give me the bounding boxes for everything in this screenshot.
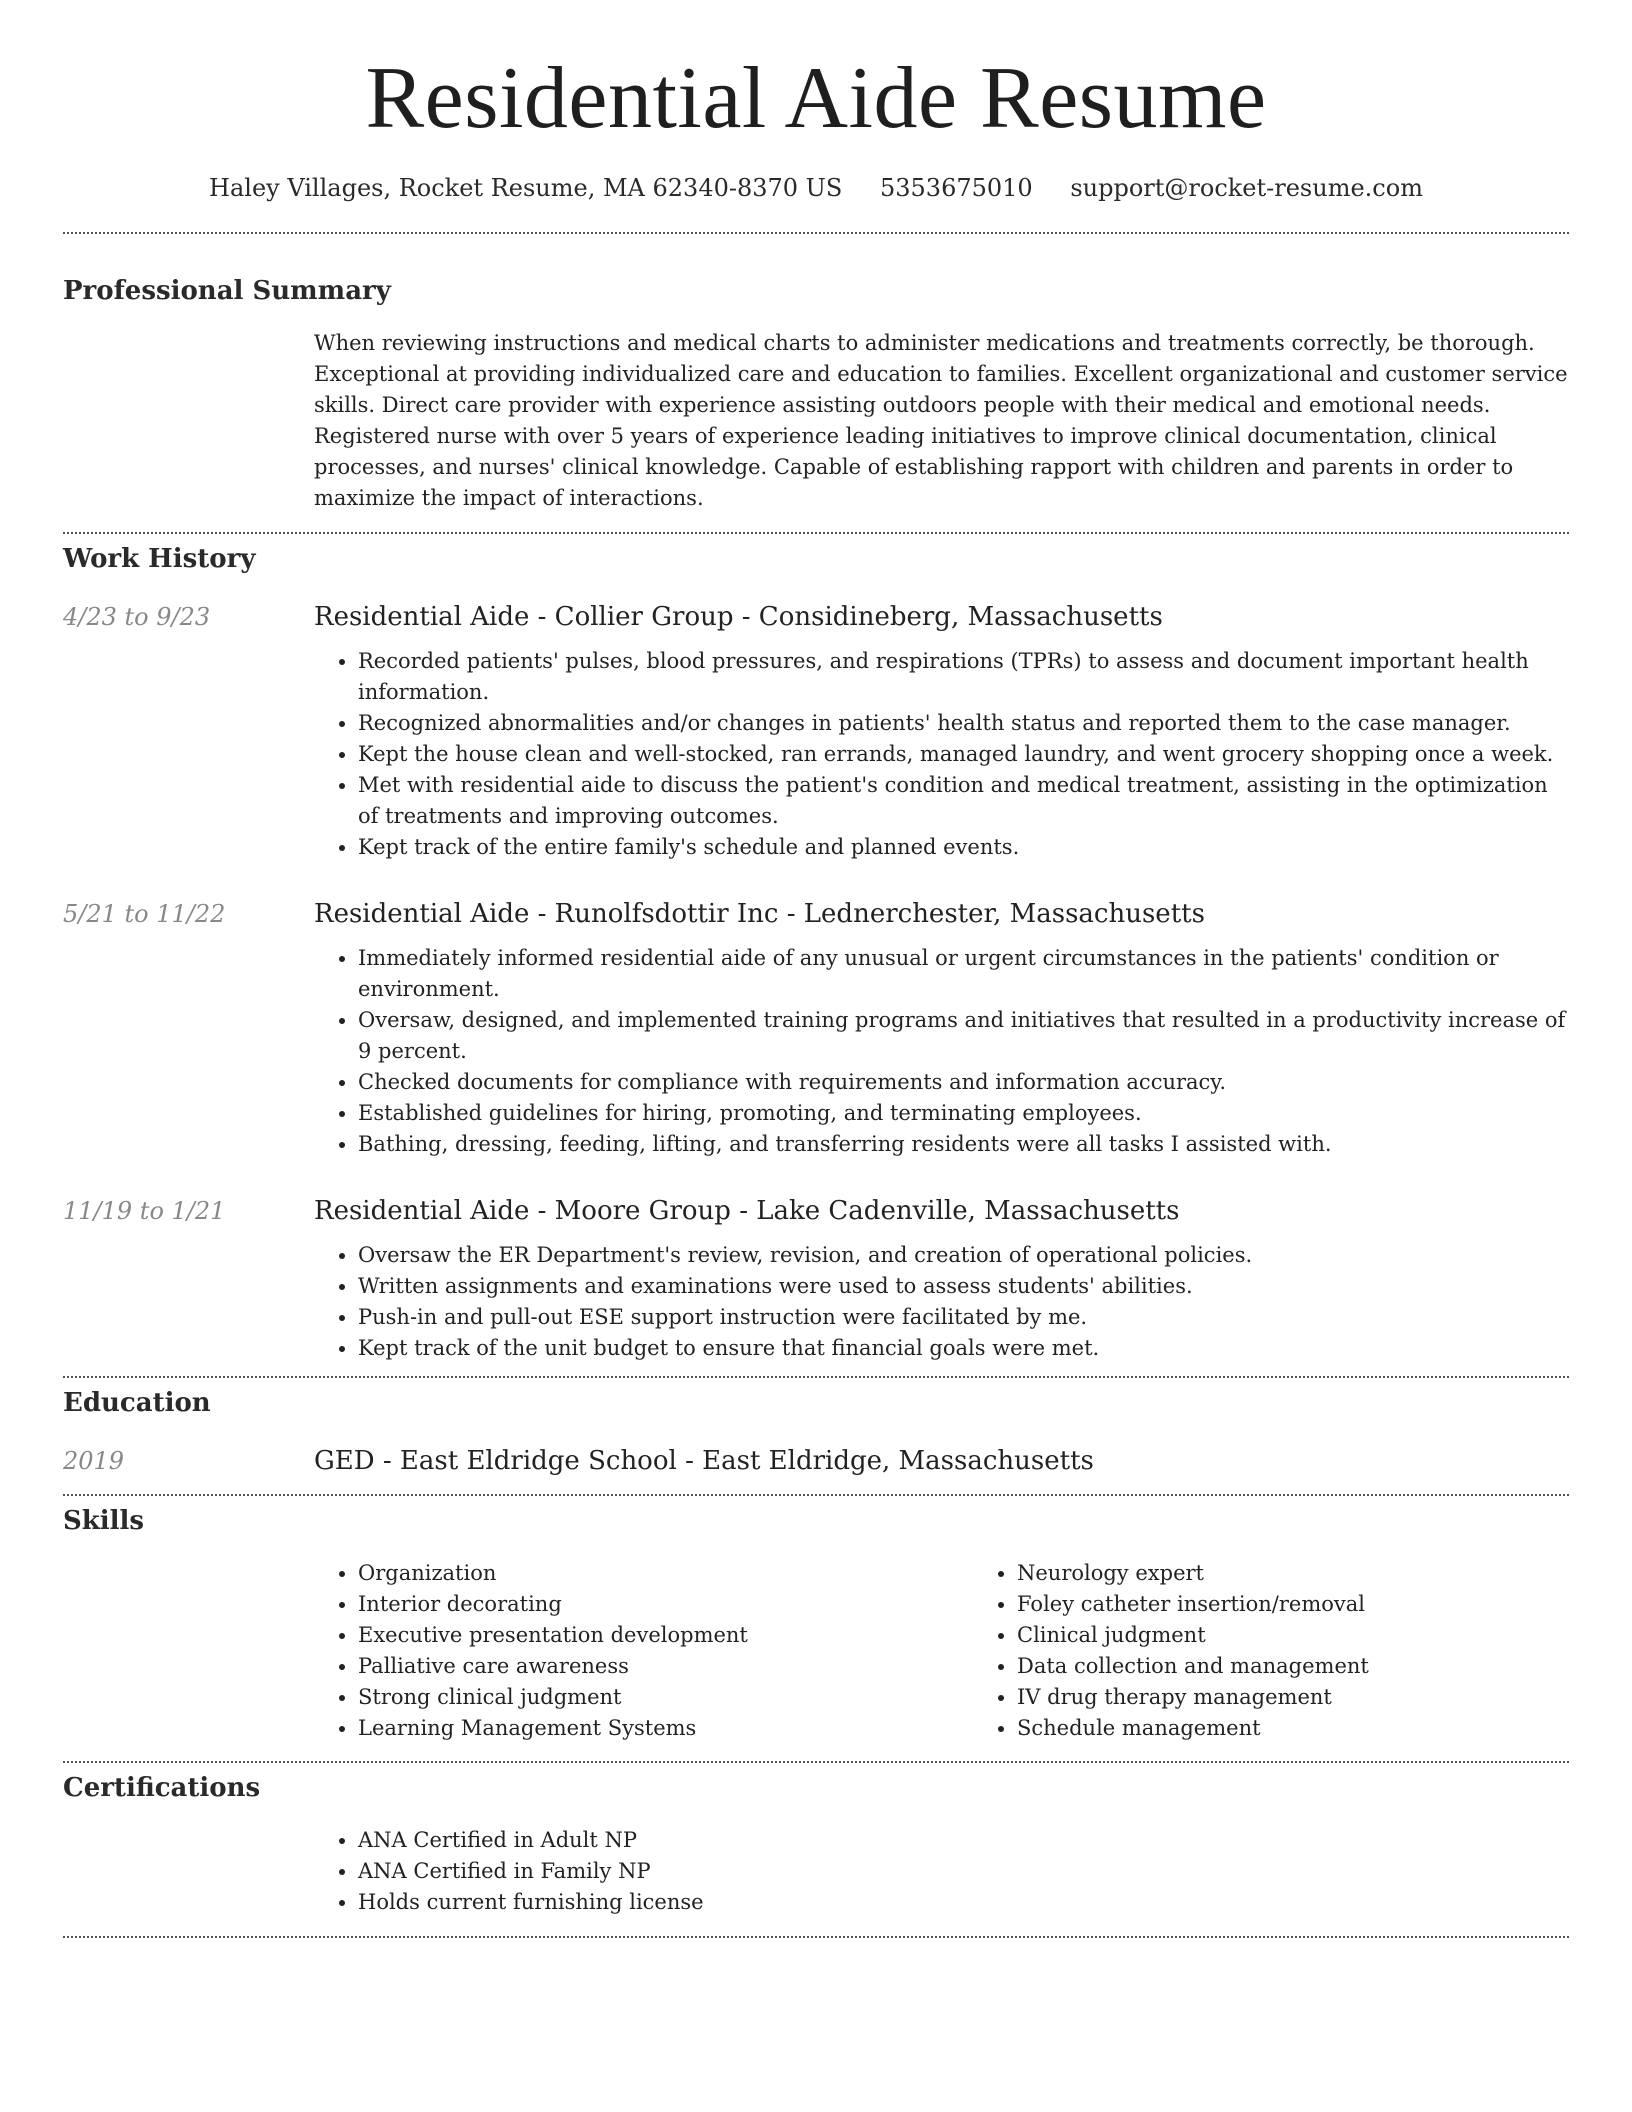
summary-section [63,274,1569,514]
skills-list-right [973,1558,1632,1744]
job-bullets [314,943,1569,1160]
divider [63,532,1569,534]
job-bullet: • Kept track of the unit budget to ensure that financial goals were met. [358,1333,1569,1364]
job-dates: 5/21 to 11/22 [63,900,226,928]
skill-item: • Interior decorating [358,1589,973,1620]
job-entry [63,1194,1569,1364]
skill-item: • Organization [358,1558,973,1589]
certification-item: • Holds current furnishing license [358,1887,1569,1918]
divider [63,1376,1569,1378]
job-bullet: • Established guidelines for hiring, promoting, and terminating employees. [358,1098,1569,1129]
section-heading-certifications: Certifications [63,1773,261,1803]
job-title: Residential Aide - Collier Group - Considineberg, Massachusetts [314,602,1163,632]
skill-item: • IV drug therapy management [1017,1682,1632,1713]
job-bullet: • Met with residential aide to discuss the patient's condition and medical treatment, assisting in the optimization of treatments and improving outcomes. [358,770,1569,832]
skill-item: • Foley catheter insertion/removal [1017,1589,1632,1620]
job-bullet: • Oversaw the ER Department's review, revision, and creation of operational policies. [358,1240,1569,1271]
job-bullet: • Kept track of the entire family's schedule and planned events. [358,832,1569,863]
skill-item: • Palliative care awareness [358,1651,973,1682]
contact-phone: 5353675010 [879,174,1033,202]
job-bullets [314,1240,1569,1364]
certification-item: • ANA Certified in Family NP [358,1856,1569,1887]
skill-item: • Schedule management [1017,1713,1632,1744]
section-heading-work-history: Work History [63,544,256,574]
divider [63,1494,1569,1496]
job-entry [63,897,1569,1160]
contact-email: support@rocket-resume.com [1070,174,1423,202]
job-bullet: • Oversaw, designed, and implemented training programs and initiatives that resulted in a productivity increase of 9 percent. [358,1005,1569,1067]
skill-item: • Learning Management Systems [358,1713,973,1744]
skill-item: • Executive presentation development [358,1620,973,1651]
contact-line [63,171,1569,205]
summary-text: When reviewing instructions and medical charts to administer medications and treatments correctly, be thorough. Exceptional at providing individualized care and education to families. Excellent organizational and customer service skills. Direct care provider with experience assisting outdoors people with their medical and emotional needs. Registered nurse with over 5 years of experience leading initiatives to improve clinical documentation, clinical processes, and nurses' clinical knowledge. Capable of establishing rapport with children and parents in order to maximize the impact of interactions. [314,331,1568,510]
skills-section [63,1504,1569,1744]
certifications-section [63,1771,1569,1918]
job-bullet: • Kept the house clean and well-stocked, ran errands, managed laundry, and went grocery shopping once a week. [358,739,1569,770]
education-section [63,1386,1569,1478]
contact-address: Haley Villages, Rocket Resume, MA 62340-8370 US [209,174,843,202]
job-bullets [314,646,1569,863]
divider [63,1761,1569,1763]
certification-item: • ANA Certified in Adult NP [358,1825,1569,1856]
divider [63,1936,1569,1938]
job-bullet: • Recorded patients' pulses, blood pressures, and respirations (TPRs) to assess and document important health information. [358,646,1569,708]
skills-list-left [314,1558,973,1744]
skill-item: • Strong clinical judgment [358,1682,973,1713]
certifications-list [314,1825,1569,1918]
job-dates: 11/19 to 1/21 [63,1197,226,1225]
job-title: Residential Aide - Moore Group - Lake Cadenville, Massachusetts [314,1196,1180,1226]
skill-item: • Neurology expert [1017,1558,1632,1589]
skill-item: • Data collection and management [1017,1651,1632,1682]
job-bullet: • Immediately informed residential aide of any unusual or urgent circumstances in the patients' condition or environment. [358,943,1569,1005]
work-history-section [63,542,1569,1364]
job-bullet: • Recognized abnormalities and/or changes in patients' health status and reported them to the case manager. [358,708,1569,739]
skill-item: • Clinical judgment [1017,1620,1632,1651]
job-bullet: • Push-in and pull-out ESE support instruction were facilitated by me. [358,1302,1569,1333]
education-year: 2019 [63,1447,125,1475]
resume-title: Residential Aide Resume [365,50,1267,147]
job-entry [63,600,1569,863]
education-entry: GED - East Eldridge School - East Eldridge, Massachusetts [314,1446,1094,1476]
section-heading-education: Education [63,1388,211,1418]
job-title: Residential Aide - Runolfsdottir Inc - Lednerchester, Massachusetts [314,899,1205,929]
section-heading-skills: Skills [63,1506,145,1536]
job-bullet: • Bathing, dressing, feeding, lifting, and transferring residents were all tasks I assisted with. [358,1129,1569,1160]
job-dates: 4/23 to 9/23 [63,603,211,631]
job-bullet: • Written assignments and examinations were used to assess students' abilities. [358,1271,1569,1302]
job-bullet: • Checked documents for compliance with requirements and information accuracy. [358,1067,1569,1098]
section-heading-summary: Professional Summary [63,276,391,306]
divider [63,232,1569,234]
